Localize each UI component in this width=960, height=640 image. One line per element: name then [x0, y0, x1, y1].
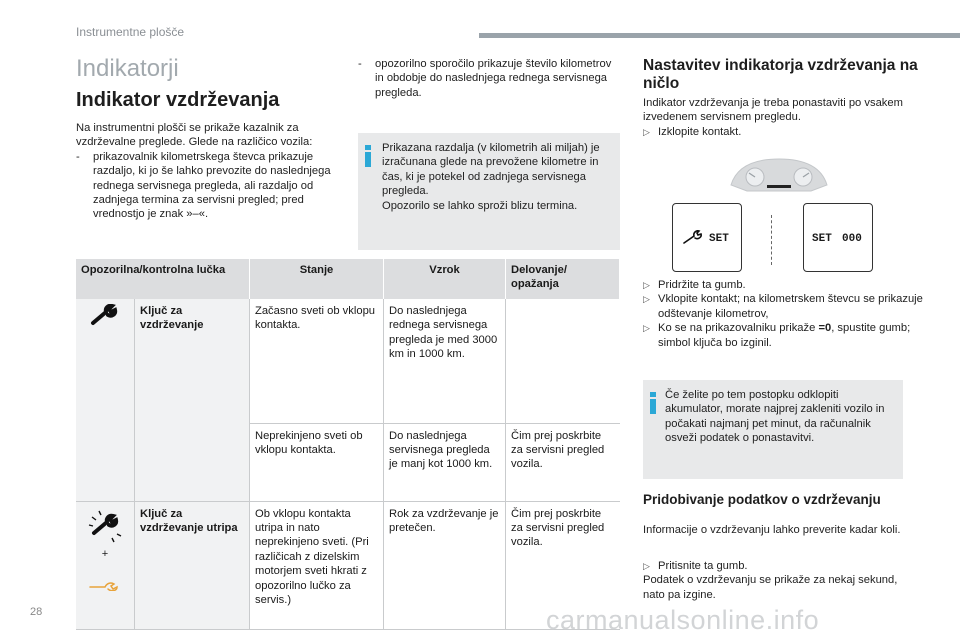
reset-intro-text: Indikator vzdrževanja je treba ponastaviti po vsakem izvedenem servisnem pregledu. [643, 97, 903, 124]
table-header-row [76, 259, 620, 299]
set-button-label: SET [812, 233, 832, 245]
table-cell-name: Ključ za vzdrževanje utripa [135, 501, 250, 629]
table-header-lamp: Opozorilna/kontrolna lučka [76, 259, 250, 299]
table-cell-cause: Do naslednjega rednega servisnega pregleda je med 3000 km in 1000 km. [384, 299, 506, 423]
info-box-battery [643, 380, 903, 479]
table-cell-state: Ob vklopu kontakta utripa in nato neprekinjeno sveti. (Pri različicah z dizelskim motorjem sveti hkrati z opozorilno lučko za servis.) [250, 501, 384, 629]
retrieve-intro: Informacije o vzdrževanju lahko preverite kadar koli. [643, 524, 901, 536]
reset-step-1: ▷ Pridržite ta gumb. [643, 278, 933, 292]
header-bar [479, 33, 960, 38]
blinking-wrench-icon [86, 507, 124, 543]
instrument-cluster-illustration [727, 155, 831, 193]
retrieve-section-title: Pridobivanje podatkov o vzdrževanju [643, 492, 881, 507]
reset-intro-block [643, 96, 933, 139]
table-cell-cause: Do naslednjega servisnega pregleda je manj kot 1000 km. [384, 423, 506, 501]
info-box-distance [358, 133, 620, 250]
reset-steps [643, 278, 933, 350]
info-box-line-2: Opozorilo se lahko sproži blizu termina. [382, 199, 578, 212]
table-cell-action: Čim prej poskrbite za servisni pregled vozila. [506, 501, 620, 629]
set-button-label: SET [709, 233, 729, 245]
retrieve-steps [643, 559, 913, 602]
indicator-table [76, 259, 620, 630]
header-title: Instrumentne plošče [76, 25, 185, 39]
reset-step-3: ▷ Ko se na prikazovalniku prikaže =0, spustite gumb; simbol ključa bo izginil. [643, 321, 933, 350]
table-header-cause: Vzrok [384, 259, 506, 299]
mid-bullet-item: - opozorilno sporočilo prikazuje število kilometrov in obdobje do naslednjega rednega servisnega pregleda. [358, 57, 620, 100]
set-button-wrench[interactable] [672, 203, 742, 272]
table-row [76, 501, 620, 629]
wrench-icon [90, 304, 120, 326]
table-row [76, 299, 620, 423]
plus-sign: + [101, 547, 109, 560]
table-cell-state: Začasno sveti ob vklopu kontakta. [250, 299, 384, 423]
page-number: 28 [30, 606, 43, 618]
reset-step-0: ▷ Izklopite kontakt. [643, 125, 933, 139]
info-icon [365, 145, 371, 167]
mid-bullets [358, 57, 620, 100]
watermark: carmanualsonline.info [546, 605, 820, 635]
reset-step-2: ▷ Vklopite kontakt; na kilometrskem števcu se prikazuje odštevanje kilometrov, [643, 292, 933, 321]
table-cell-state: Neprekinjeno sveti ob vklopu kontakta. [250, 423, 384, 501]
reset-section-title: Nastavitev indikatorja vzdrževanja na ničlo [643, 57, 918, 92]
intro-text: Na instrumentni plošči se prikaže kazalnik za vzdrževalne preglede. Glede na različico vozila: [76, 122, 313, 149]
table-cell-name: Ključ za vzdrževanje [135, 299, 250, 501]
amber-wrench-icon [87, 571, 123, 591]
retrieve-after: Podatek o vzdrževanju se prikaže za nekaj sekund, nato pa izgine. [643, 574, 898, 601]
table-cell-action: Čim prej poskrbite za servisni pregled vozila. [506, 423, 620, 501]
info-icon [650, 392, 656, 414]
set-button-display[interactable] [803, 203, 873, 272]
intro-block [76, 121, 331, 222]
wrench-icon [682, 230, 704, 246]
left-bullet-item: - prikazovalnik kilometrskega števca prikazuje razdaljo, ki jo še lahko prevozite do naslednjega rednega servisnega pregleda, ali razdaljo od zadnjega termina za servisni pregled; pred vrednostjo je znak »–«. [76, 150, 331, 222]
table-header-action: Delovanje/ opažanja [506, 259, 620, 299]
retrieve-step: ▷ Pritisnite ta gumb. [643, 559, 913, 573]
zero-value: =0 [818, 322, 832, 335]
table-cell-icon [76, 299, 135, 501]
display-value: 000 [842, 233, 862, 245]
table-cell-action [506, 299, 620, 423]
section-title: Indikatorji [76, 55, 179, 82]
page-heading: Indikator vzdrževanja [76, 89, 280, 111]
table-cell-cause: Rok za vzdrževanje je pretečen. [384, 501, 506, 629]
info-box-battery-text: Če želite po tem postopku odklopiti akumulator, morate najprej zakleniti vozilo in počakati najmanj pet minut, da računalnik osveži podatek o ponastavitvi. [665, 389, 885, 445]
table-cell-icon [76, 501, 135, 629]
info-box-line-1: Prikazana razdalja (v kilometrih ali miljah) je izračunana glede na prevožene kilometre in čas, ki je potekel od zadnjega servisnega pregleda. [382, 142, 600, 198]
table-header-state: Stanje [250, 259, 384, 299]
left-bullet-list [76, 150, 331, 222]
separator-dashed-line [771, 215, 773, 265]
